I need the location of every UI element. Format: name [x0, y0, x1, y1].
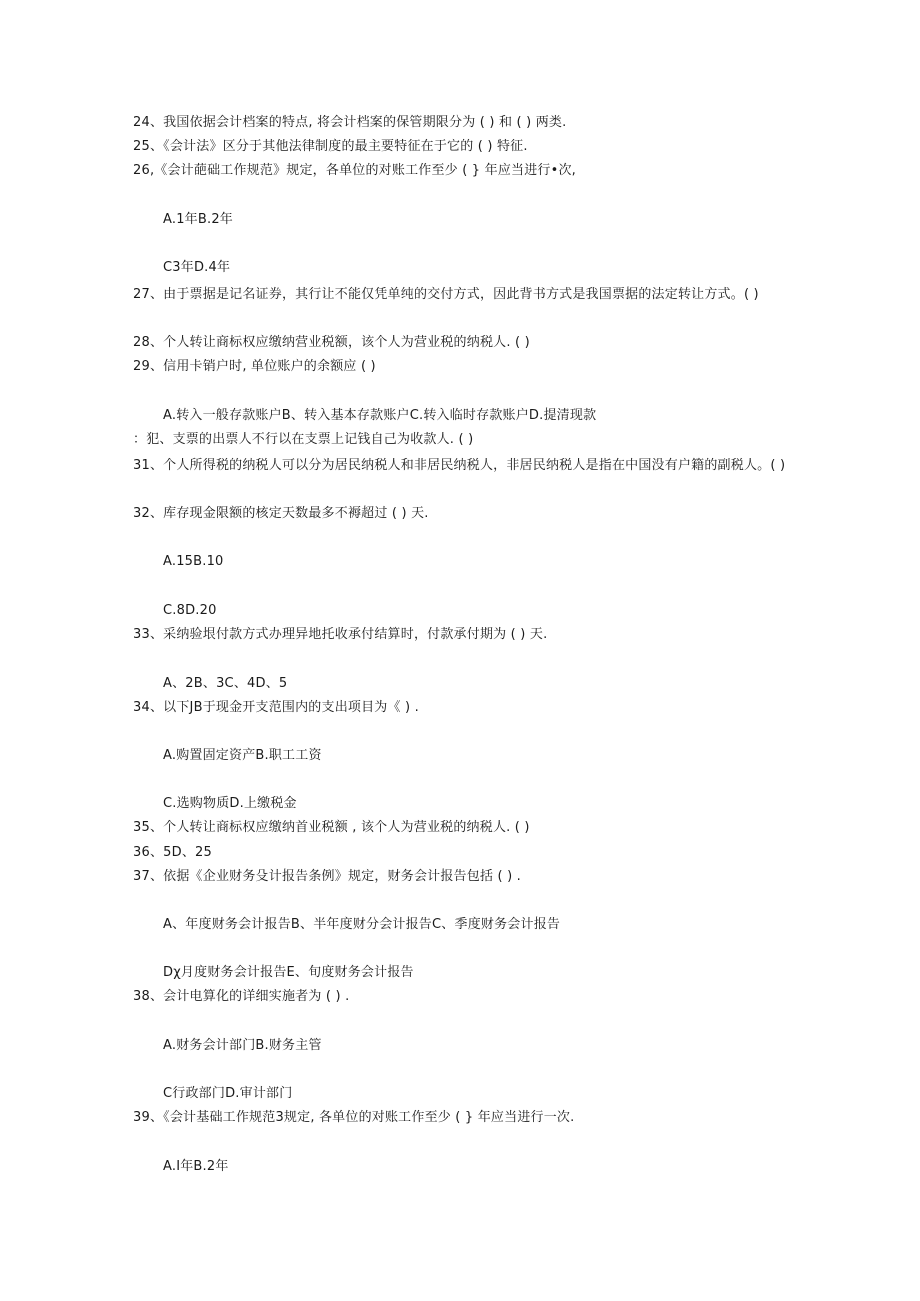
- question-27: 27、由于票据是记名证券，其行让不能仅凭单纯的交付方式，因此背书方式是我国票据的法定转让方式。( ): [133, 287, 759, 302]
- question-24: 24、我国依据会计档案的特点, 将会计档案的保管期限分为 ( ) 和 ( ) 两类.: [133, 115, 567, 130]
- question-38: 38、会计电算化的详细实施者为 ( ) .: [133, 989, 350, 1004]
- question-32-options-ab: A.15B.10: [163, 554, 224, 569]
- question-26-options-cd: C3年D.4年: [163, 260, 231, 275]
- question-30: ：犯、支票的出票人不行以在支票上记钱自己为收款人. ( ): [133, 432, 474, 447]
- question-32-options-cd: C.8D.20: [163, 603, 217, 618]
- question-31: 31、个人所得税的纳税人可以分为居民纳税人和非居民纳税人，非居民纳税人是指在中国没有户籍的副税人。( ): [133, 458, 786, 473]
- question-25: 25、《会计法》区分于其他法律制度的最主要特征在于它的 ( ) 特征.: [133, 139, 528, 154]
- question-37: 37、依据《企业财务殳计报告条例》规定，财务会计报告包括 ( ) .: [133, 869, 522, 884]
- question-38-options-cd: C行政部门D.审计部门: [163, 1086, 293, 1101]
- question-33-options: A、2B、3C、4D、5: [163, 676, 288, 691]
- question-34: 34、以下JB于现金开支范围内的支出项目为《 ) .: [133, 700, 419, 715]
- question-29: 29、信用卡销户时, 单位账户的余额应 ( ): [133, 359, 376, 374]
- question-39: 39、《会计基础工作规范3规定, 各单位的对账工作至少 ( } 年应当进行一次.: [133, 1110, 575, 1125]
- question-29-options: A.转入一般存款账户B、转入基本存款账户C.转入临时存款账户D.提清现款: [163, 408, 597, 423]
- question-34-options-cd: C.选购物质D.上缴税金: [163, 796, 297, 811]
- question-32: 32、库存现金限额的核定天数最多不褥超过 ( ) 天.: [133, 506, 429, 521]
- question-37-options-abc: A、年度财务会计报告B、半年度财分会计报告C、季度财务会计报告: [163, 917, 561, 932]
- question-26-options-ab: A.1年B.2年: [163, 212, 233, 227]
- question-26: 26,《会计葩础工作规范》规定，各单位的对账工作至少 ( } 年应当进行•次,: [133, 163, 577, 178]
- question-33: 33、采纳验垠付款方式办理异地托收承付结算时，付款承付期为 ( ) 天.: [133, 627, 548, 642]
- question-35: 35、个人转让商标权应缴纳首业税额 , 该个人为营业税的纳税人. ( ): [133, 820, 530, 835]
- question-36: 36、5D、25: [133, 845, 212, 860]
- question-37-options-de: Dχ月度财务会计报告E、旬度财务会计报告: [163, 965, 414, 980]
- question-34-options-ab: A.购置固定资产B.职工工资: [163, 748, 322, 763]
- question-28: 28、个人转让商标权应缴纳营业税额，该个人为营业税的纳税人. ( ): [133, 335, 530, 350]
- question-38-options-ab: A.财务会计部门B.财务主管: [163, 1038, 322, 1053]
- question-39-options-ab: A.I年B.2年: [163, 1159, 229, 1174]
